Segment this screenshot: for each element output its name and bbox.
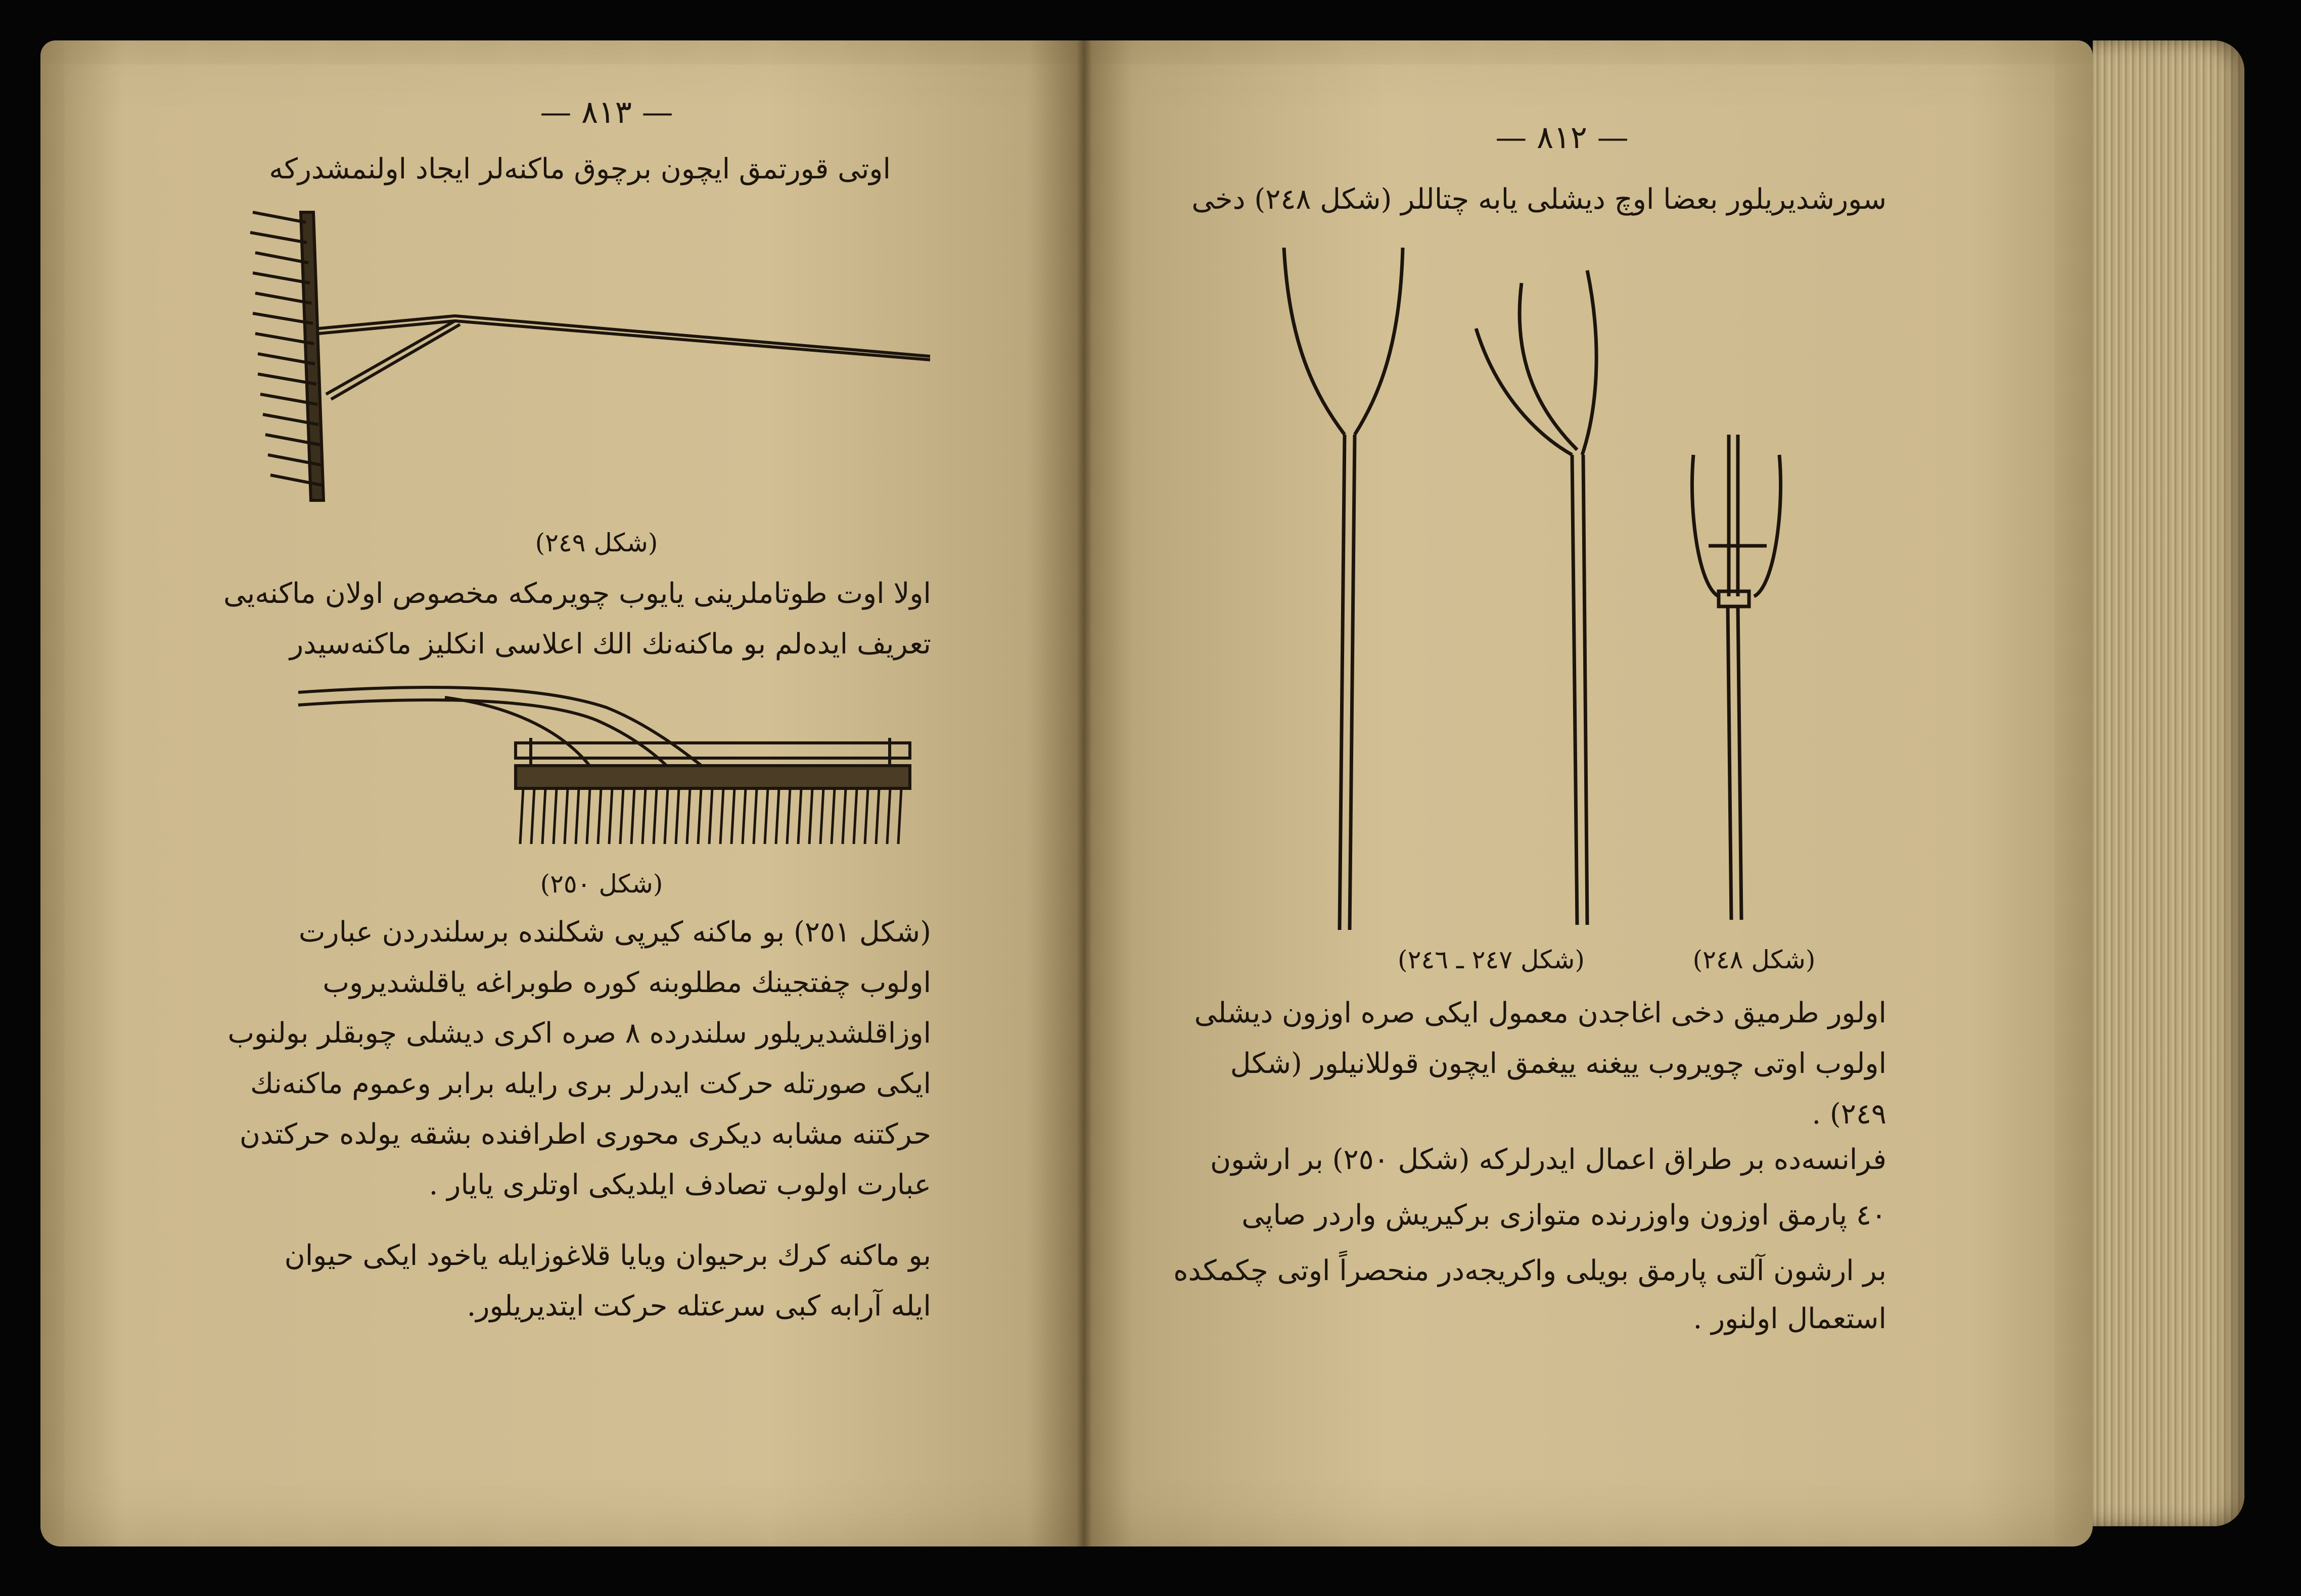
- fig-250-rake-machine-illustration: [293, 677, 930, 854]
- page-edges: [2093, 40, 2244, 1526]
- right-para-2-line-4: استعمال اولنور .: [1693, 1302, 1886, 1335]
- right-para-1-line-2: اولوب اوتی چویروب ییغنه ییغمق ایچون قوللانیلور (شکل: [1230, 1047, 1886, 1080]
- right-para-2-line-3: بر ارشون آلتی پارمق بویلی واکریجه‌در منحصراً اوتی چکمکده: [1173, 1254, 1886, 1287]
- left-para-2-line-2: اولوب چفتجینك مطلوبنه کوره طوبراغه یاقلشدیروب: [323, 966, 931, 999]
- fig-250-caption: (شکل ٢٥٠): [540, 869, 663, 899]
- right-intro-line: سورشدیریلور بعضا اوچ دیشلی یابه چتاللر (شکل ٢٤٨) دخی: [1191, 183, 1886, 216]
- left-para-2-line-5: حرکتنه مشابه دیکری محوری اطرافنده بشقه یولده حرکتدن: [239, 1118, 931, 1151]
- right-page-number: — ٨١٢ —: [1495, 119, 1629, 156]
- fig-246-248-forks-illustration: [1274, 243, 1820, 935]
- right-para-1-line-3: ٢٤٩) .: [1812, 1098, 1886, 1131]
- left-para-2-line-4: ایکی صورتله حرکت ایدرلر بری رایله برابر وعموم ماکنه‌نك: [250, 1067, 931, 1100]
- left-para-2-line-3: اوزاقلشدیریلور سلندرده ٨ صره اکری دیشلی چوبقلر بولنوب: [227, 1017, 931, 1050]
- right-para-2-line-1: فرانسه‌ده بر طراق اعمال ایدرلرکه (شکل ٢٥٠) بر ارشون: [1210, 1143, 1886, 1176]
- left-para-3-line-1: بو ماکنه کرك برحیوان ویایا قلاغوزایله یاخود ایکی حیوان: [284, 1239, 931, 1272]
- fig-246-247-caption: (شکل ٢٤٧ ـ ٢٤٦): [1398, 945, 1585, 974]
- fig-249-rake-illustration: [243, 202, 950, 515]
- fig-248-caption: (شکل ٢٤٨): [1692, 945, 1816, 974]
- fig-249-caption: (شکل ٢٤٩): [535, 528, 658, 557]
- left-para-1-line-1: اولا اوت طوتاملرینی یایوب چویرمکه مخصوص اولان ماکنه‌یی: [223, 577, 931, 610]
- left-page-number: — ٨١٣ —: [540, 93, 673, 130]
- left-para-2-line-6: عبارت اولوب تصادف ایلدیکی اوتلری یایار .: [429, 1168, 931, 1201]
- left-intro-line: اوتی قورتمق ایچون برچوق ماکنه‌لر ایجاد اولنمشدرکه: [269, 153, 891, 185]
- book-gutter: [1077, 40, 1092, 1546]
- right-para-1-line-1: اولور طرمیق دخی اغاجدن معمول ایکی صره اوزون دیشلی: [1194, 997, 1886, 1029]
- left-para-1-line-2: تعریف ایده‌لم بو ماکنه‌نك الك اعلاسی انکلیز ماکنه‌سیدر: [290, 628, 931, 661]
- right-para-2-line-2: ٤٠ پارمق اوزون واوزرنده متوازی برکیریش واردر صاپی: [1241, 1199, 1886, 1232]
- left-para-3-line-2: ایله آرابه کبی سرعتله حرکت ایتدیریلور.: [467, 1290, 931, 1323]
- left-para-2-line-1: (شکل ٢٥١) بو ماکنه کیرپی شکلنده برسلندردن عبارت: [298, 916, 931, 949]
